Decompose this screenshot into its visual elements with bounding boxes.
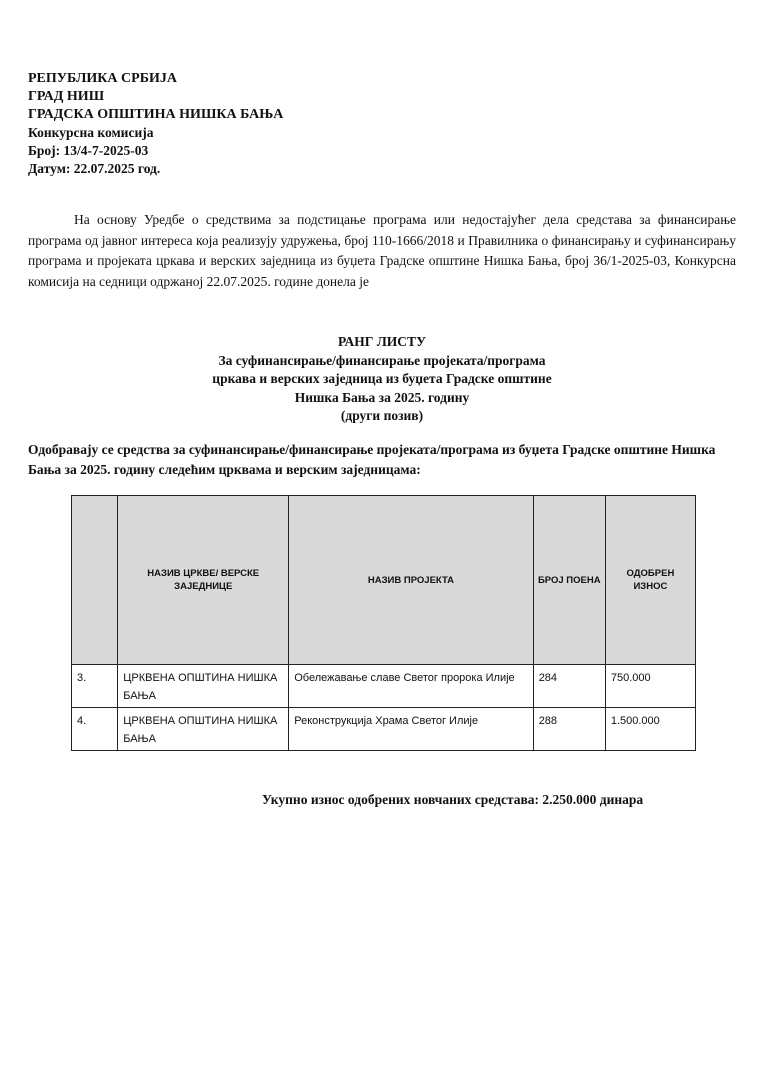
title-block: [0, 333, 764, 426]
rank-table: [71, 495, 696, 751]
document-number: Број: 13/4-7-2025-03: [28, 143, 149, 158]
row-project-name: Обележавање славе Светог пророка Илије: [289, 665, 533, 708]
row-points: 284: [533, 665, 605, 708]
row-church-name: ЦРКВЕНА ОПШТИНА НИШКА БАЊА: [118, 708, 289, 751]
row-project-name: Реконструкција Храма Светог Илије: [289, 708, 533, 751]
header-amount-cell: ОДОБРЕН ИЗНОС: [605, 496, 695, 665]
municipality-name: ГРАДСКА ОПШТИНА НИШКА БАЊА: [28, 107, 284, 122]
row-number: 4.: [72, 708, 118, 751]
title-line-3: цркава и верских заједница из буџета Градске општине: [212, 371, 552, 386]
table-row: [72, 665, 696, 708]
row-amount: 750.000: [605, 665, 695, 708]
total-amount: Укупно износ одобрених новчаних средстава: 2.250.000 динара: [262, 792, 644, 807]
table-header-row: [72, 496, 696, 665]
commission-name: Конкурсна комисија: [28, 125, 154, 140]
document-title: РАНГ ЛИСТУ: [338, 334, 426, 349]
row-amount: 1.500.000: [605, 708, 695, 751]
intro-paragraph: На основу Уредбе о средствима за подстицање програма или недостајућег дела средстава за финансирање програма од јавног интереса која реализују удружења, број 110-1666/2018 и Правилника о финансирању и суфинансирању програма и пројеката цркава и верских заједница из буџета Градске општине Нишка Бања, број 36/1-2025-03, Конкурсна комисија на седници одржаној 22.07.2025. године донела је: [28, 212, 736, 289]
title-line-5: (други позив): [340, 408, 424, 423]
republic-name: РЕПУБЛИКА СРБИЈА: [28, 71, 177, 86]
row-church-name: ЦРКВЕНА ОПШТИНА НИШКА БАЊА: [118, 665, 289, 708]
title-line-2: За суфинансирање/финансирање пројеката/програма: [218, 352, 546, 368]
row-points: 288: [533, 708, 605, 751]
approval-paragraph: Одобравају се средства за суфинансирање/финансирање пројеката/програма из буџета Градске општине Нишка Бања за 2025. годину следећим црквама и верским заједницама:: [28, 442, 716, 477]
header-number-cell: [72, 496, 118, 665]
header-project-cell: НАЗИВ ПРОЈЕКТА: [289, 496, 533, 665]
table-row: [72, 708, 696, 751]
city-name: ГРАД НИШ: [28, 89, 105, 104]
document-header: [28, 70, 283, 178]
header-name-cell: НАЗИВ ЦРКВЕ/ ВЕРСКЕ ЗАЈЕДНИЦЕ: [118, 496, 289, 665]
row-number: 3.: [72, 665, 118, 708]
title-line-4: Нишка Бања за 2025. годину: [294, 389, 470, 405]
document-date: Датум: 22.07.2025 год.: [28, 161, 161, 176]
header-points-cell: БРОЈ ПОЕНА: [533, 496, 605, 665]
